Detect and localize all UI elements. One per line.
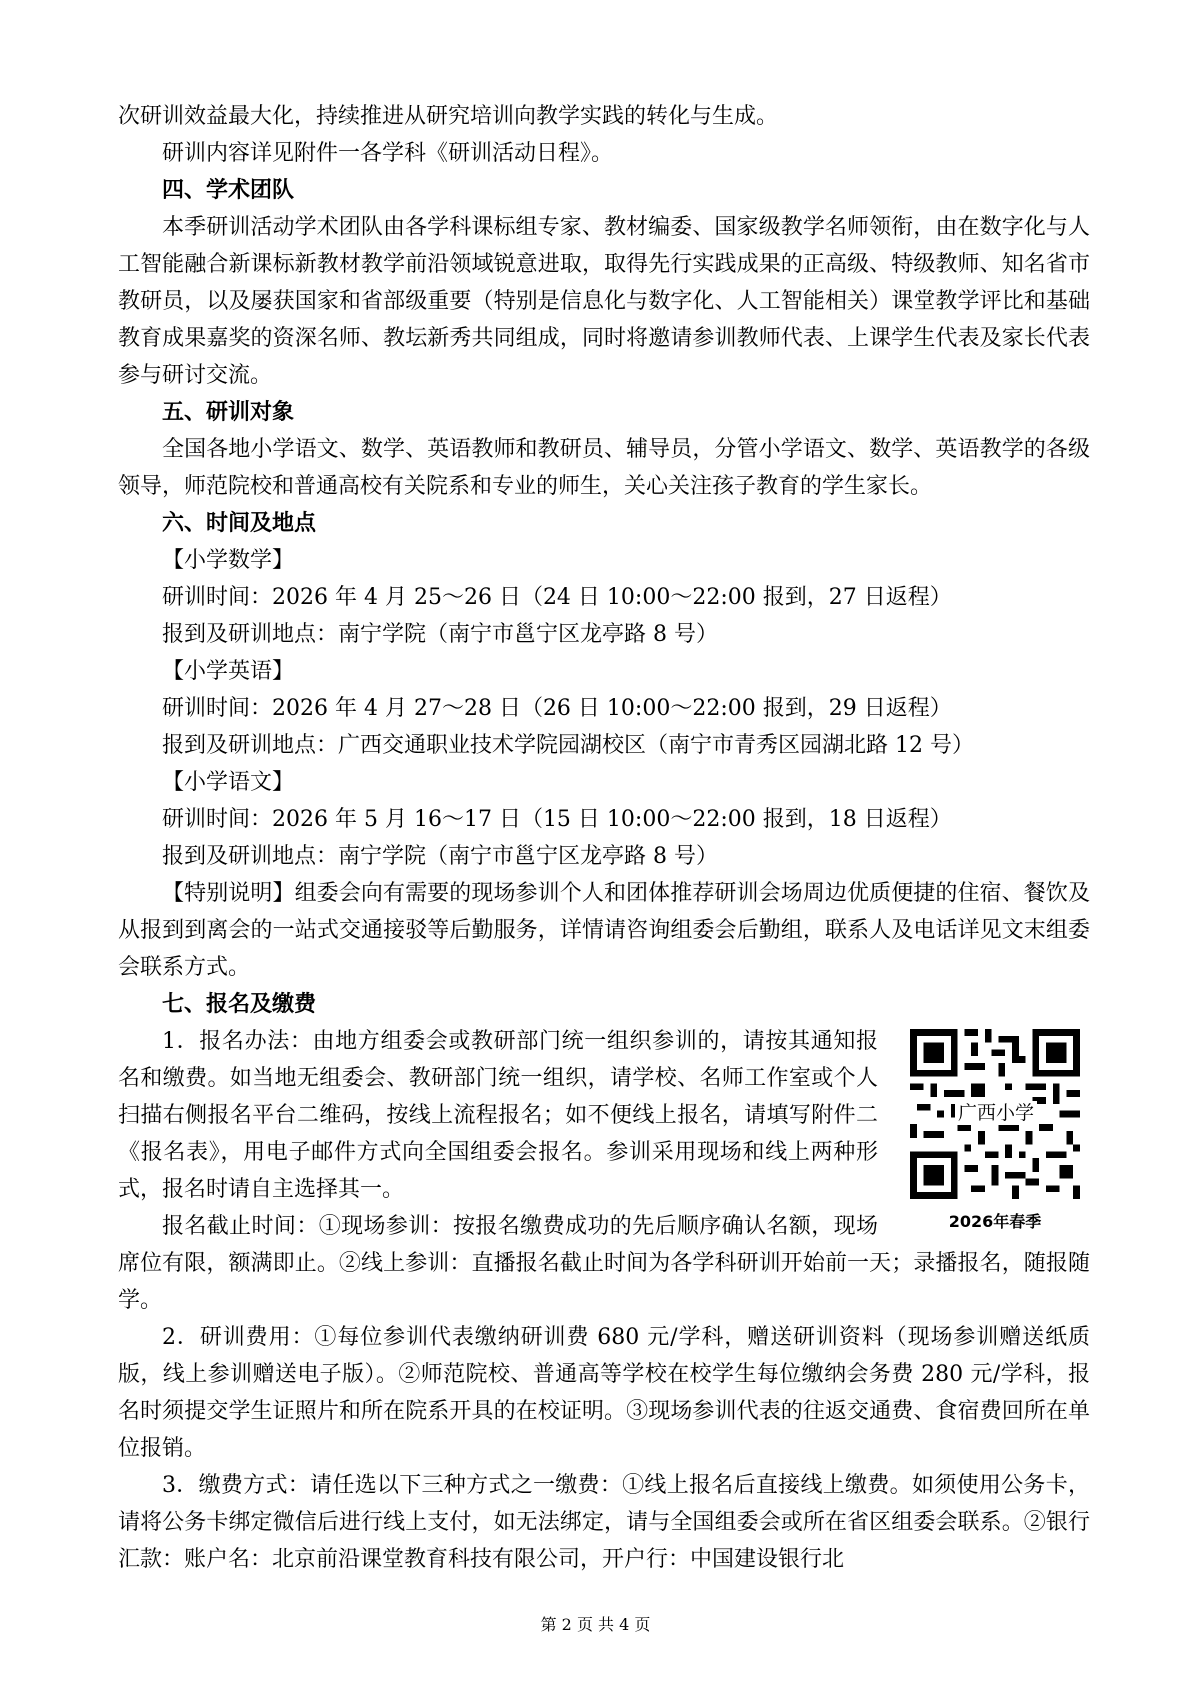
- subject-time: 研训时间：2026 年 5 月 16～17 日（15 日 10:00～22:00 报到，18 日返程）: [162, 807, 952, 832]
- subject-place: 报到及研训地点：南宁学院（南宁市邕宁区龙亭路 8 号）: [162, 622, 718, 647]
- registration-deadline: 报名截止时间：①现场参训：按报名缴费成功的先后顺序确认名额，现场席位有限，额满即止。②线上参训：直播报名截止时间为各学科研训开始前一天；录播报名，随报随学。: [118, 1214, 1090, 1313]
- subject-time: 研训时间：2026 年 4 月 25～26 日（24 日 10:00～22:00 报到，27 日返程）: [162, 585, 952, 610]
- subject-place: 报到及研训地点：广西交通职业技术学院园湖校区（南宁市青秀区园湖北路 12 号）: [162, 733, 974, 758]
- document-page: [118, 98, 1090, 1578]
- section5-body: 全国各地小学语文、数学、英语教师和教研员、辅导员，分管小学语文、数学、英语教学的各级领导，师范院校和普通高校有关院系和专业的师生，关心关注孩子教育的学生家长。: [118, 437, 1090, 499]
- registration-qr-code[interactable]: [910, 1029, 1080, 1199]
- section7-title: 七、报名及缴费: [162, 992, 317, 1017]
- qr-code-block: [900, 1029, 1090, 1232]
- payment-method: 3．缴费方式：请任选以下三种方式之一缴费：①线上报名后直接线上缴费。如须使用公务卡，请将公务卡绑定微信后进行线上支付，如无法绑定，请与全国组委会或所在省区组委会联系。②银行汇款：账户名：北京前沿课堂教育科技有限公司，开户行：中国建设银行北: [118, 1473, 1090, 1572]
- subject-name: 【小学数学】: [162, 548, 295, 573]
- registration-method: 1．报名办法：由地方组委会或教研部门统一组织参训的，请按其通知报名和缴费。如当地无组委会、教研部门统一组织，请学校、名师工作室或个人扫描右侧报名平台二维码，按线上流程报名；如不便线上报名，请填写附件二《报名表》，用电子邮件方式向全国组委会报名。参训采用现场和线上两种形式，报名时请自主选择其一。: [118, 1029, 878, 1202]
- intro-tail: 次研训效益最大化，持续推进从研究培训向教学实践的转化与生成。: [118, 104, 779, 129]
- special-note: 【特别说明】组委会向有需要的现场参训个人和团体推荐研训会场周边优质便捷的住宿、餐饮及从报到到离会的一站式交通接驳等后勤服务，详情请咨询组委会后勤组，联系人及电话详见文末组委会联系方式。: [118, 881, 1090, 980]
- section5-title: 五、研训对象: [162, 400, 295, 425]
- section4-title: 四、学术团队: [162, 178, 295, 203]
- training-fee: 2．研训费用：①每位参训代表缴纳研训费 680 元/学科，赠送研训资料（现场参训赠送纸质版，线上参训赠送电子版）。②师范院校、普通高等学校在校学生每位缴纳会务费 280 元/学科，报名时须提交学生证照片和所在院系开具的在校证明。③现场参训代表的往返交通费、食宿费回所在单位报销。: [118, 1325, 1090, 1461]
- section6-title: 六、时间及地点: [162, 511, 317, 536]
- qr-caption: 2026年春季: [948, 1212, 1042, 1231]
- schedule-note: 研训内容详见附件一各学科《研训活动日程》。: [162, 141, 614, 166]
- subject-name: 【小学语文】: [162, 770, 295, 795]
- subject-place: 报到及研训地点：南宁学院（南宁市邕宁区龙亭路 8 号）: [162, 844, 718, 869]
- registration-block: [118, 1023, 1090, 1319]
- section4-body: 本季研训活动学术团队由各学科课标组专家、教材编委、国家级教学名师领衔，由在数字化与人工智能融合新课标新教材教学前沿领域锐意进取，取得先行实践成果的正高级、特级教师、知名省市教研员，以及屡获国家和省部级重要（特别是信息化与数字化、人工智能相关）课堂教学评比和基础教育成果嘉奖的资深名师、教坛新秀共同组成，同时将邀请参训教师代表、上课学生代表及家长代表参与研讨交流。: [118, 215, 1090, 388]
- subject-time: 研训时间：2026 年 4 月 27～28 日（26 日 10:00～22:00 报到，29 日返程）: [162, 696, 952, 721]
- subject-name: 【小学英语】: [162, 659, 295, 684]
- page-number: 第 2 页 共 4 页: [540, 1615, 651, 1634]
- qr-overlay-label: 广西小学: [955, 1101, 1037, 1125]
